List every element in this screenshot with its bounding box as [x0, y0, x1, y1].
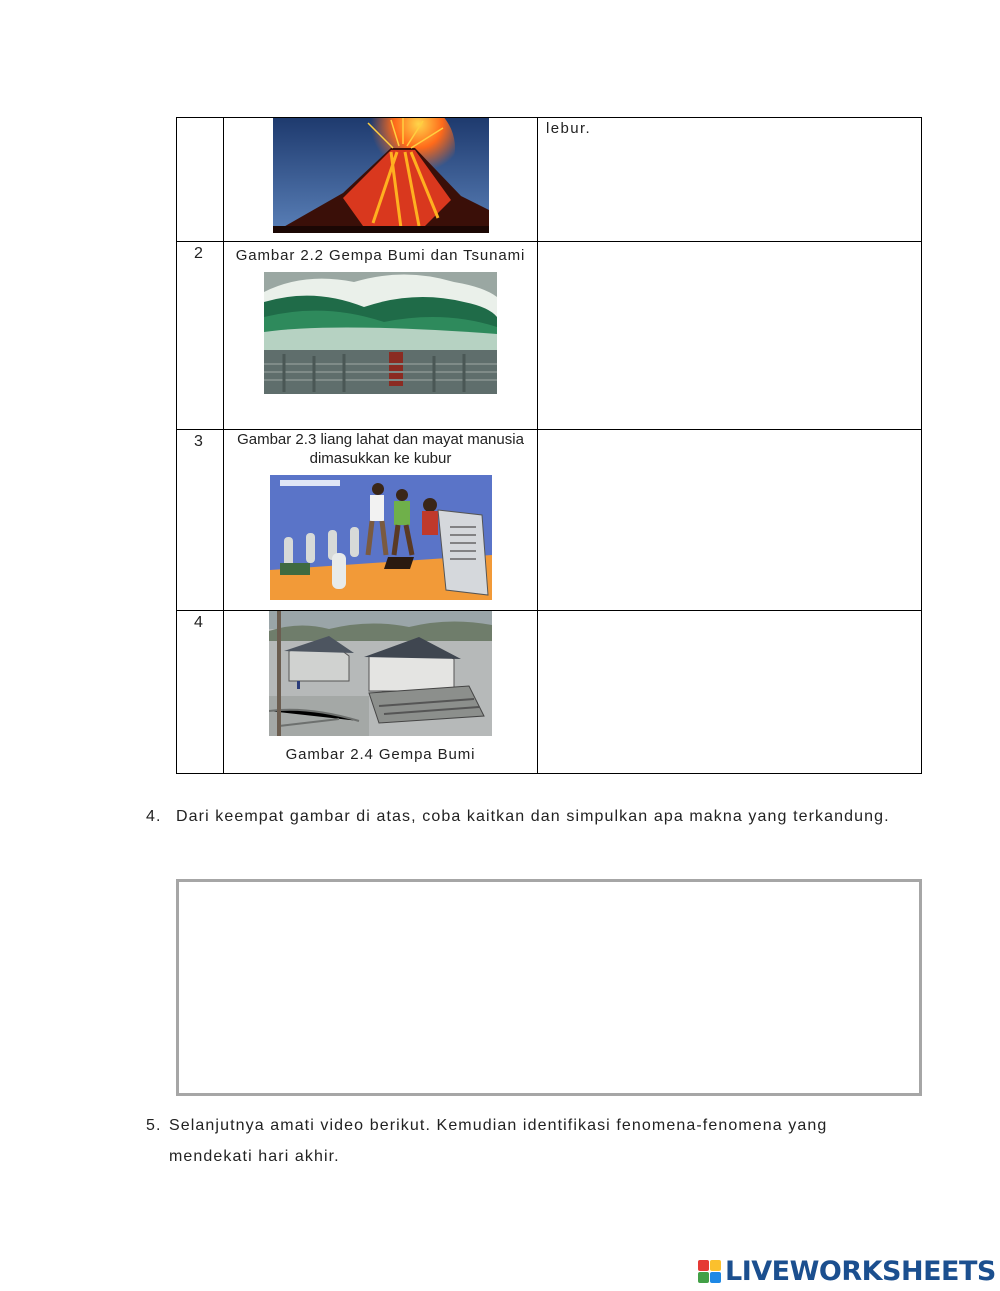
figure-caption: Gambar 2.4 Gempa Bumi — [285, 746, 476, 763]
question-5 — [146, 1110, 906, 1172]
row-number: 2 — [194, 245, 203, 262]
picture-cell — [224, 430, 538, 611]
figure-caption: Gambar 2.2 Gempa Bumi dan Tsunami — [235, 247, 526, 264]
picture-cell — [224, 118, 538, 242]
table-row — [177, 430, 922, 611]
response-cell[interactable] — [538, 242, 922, 430]
activity-table — [176, 117, 922, 774]
response-cell[interactable] — [538, 611, 922, 774]
row-number: 4 — [194, 614, 203, 631]
liveworksheets-logo — [698, 1255, 996, 1287]
response-text — [538, 430, 921, 434]
table-row — [177, 611, 922, 774]
row-number — [177, 118, 223, 121]
logo-blocks-icon — [698, 1260, 721, 1283]
row-number: 3 — [194, 433, 203, 450]
volcano-eruption-image — [273, 118, 489, 233]
row-number-cell — [177, 118, 224, 242]
table-row — [177, 242, 922, 430]
figure-caption: Gambar 2.3 liang lahat dan mayat manusia dimasukkan ke kubur — [237, 431, 524, 467]
question-number: 4. — [146, 808, 162, 825]
response-text — [538, 242, 921, 246]
response-cell[interactable] — [538, 118, 922, 242]
response-text — [538, 611, 921, 615]
row-number-cell — [177, 430, 224, 611]
question-4 — [146, 801, 906, 832]
response-text: lebur. — [546, 120, 592, 137]
row-number-cell — [177, 611, 224, 774]
question-text: Dari keempat gambar di atas, coba kaitkan dan simpulkan apa makna yang terkandung. — [176, 808, 890, 825]
tsunami-wave-image — [264, 272, 497, 394]
question-number: 5. — [146, 1117, 162, 1134]
answer-textbox[interactable] — [176, 879, 922, 1096]
logo-text: LIVEWORKSHEETS — [725, 1255, 996, 1287]
earthquake-damage-image — [269, 611, 492, 736]
table-row — [177, 118, 922, 242]
response-cell[interactable] — [538, 430, 922, 611]
picture-cell — [224, 242, 538, 430]
burial-illustration-image — [270, 475, 492, 600]
picture-cell — [224, 611, 538, 774]
question-text: Selanjutnya amati video berikut. Kemudian identifikasi fenomena-fenomena yang mendekati hari akhir. — [169, 1117, 828, 1165]
row-number-cell — [177, 242, 224, 430]
